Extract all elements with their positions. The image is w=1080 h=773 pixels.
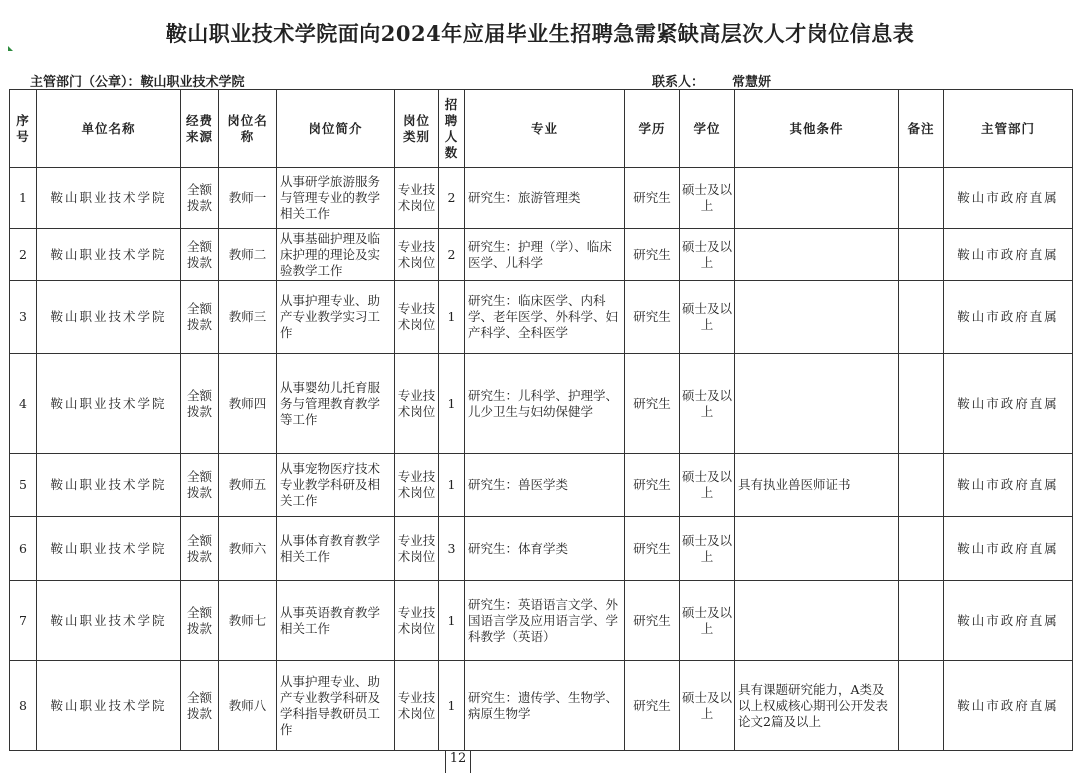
cell-degree: 硕士及以上 bbox=[680, 454, 735, 517]
header-education: 学历 bbox=[625, 90, 680, 168]
cell-type: 专业技术岗位 bbox=[395, 229, 439, 281]
contact-label: 联系人： bbox=[652, 75, 705, 90]
cell-type: 专业技术岗位 bbox=[395, 281, 439, 354]
cell-fund: 全额拨款 bbox=[181, 581, 219, 661]
cell-fund: 全额拨款 bbox=[181, 517, 219, 581]
contact-info bbox=[652, 71, 771, 90]
cell-desc: 从事体育教育教学相关工作 bbox=[277, 517, 395, 581]
cell-dept: 鞍山市政府直属 bbox=[944, 454, 1073, 517]
cell-other bbox=[735, 517, 899, 581]
cell-unit: 鞍山职业技术学院 bbox=[37, 354, 181, 454]
cell-fund: 全额拨款 bbox=[181, 229, 219, 281]
cell-degree: 硕士及以上 bbox=[680, 281, 735, 354]
cell-count: 1 bbox=[439, 454, 465, 517]
header-index: 序号 bbox=[10, 90, 37, 168]
cell-count: 1 bbox=[439, 581, 465, 661]
cell-major: 研究生：英语语言文学、外国语言学及应用语言学、学科教学（英语） bbox=[465, 581, 625, 661]
header-major: 专业 bbox=[465, 90, 625, 168]
cell-dept: 鞍山市政府直属 bbox=[944, 581, 1073, 661]
cell-degree: 硕士及以上 bbox=[680, 229, 735, 281]
cell-major: 研究生：临床医学、内科学、老年医学、外科学、妇产科学、全科医学 bbox=[465, 281, 625, 354]
cell-count: 2 bbox=[439, 229, 465, 281]
header-post: 岗位名称 bbox=[219, 90, 277, 168]
cell-post: 教师二 bbox=[219, 229, 277, 281]
cell-education: 研究生 bbox=[625, 661, 680, 751]
cell-degree: 硕士及以上 bbox=[680, 581, 735, 661]
cell-dept: 鞍山市政府直属 bbox=[944, 661, 1073, 751]
cell-unit: 鞍山职业技术学院 bbox=[37, 168, 181, 229]
cell-other bbox=[735, 168, 899, 229]
cell-desc: 从事护理专业、助产专业教学实习工作 bbox=[277, 281, 395, 354]
table-row bbox=[10, 229, 1073, 281]
table-row bbox=[10, 354, 1073, 454]
cell-education: 研究生 bbox=[625, 168, 680, 229]
cell-note bbox=[899, 354, 944, 454]
cell-note bbox=[899, 229, 944, 281]
table-row bbox=[10, 454, 1073, 517]
cell-other bbox=[735, 581, 899, 661]
cell-index: 5 bbox=[10, 454, 37, 517]
cell-education: 研究生 bbox=[625, 281, 680, 354]
header-dept: 主管部门 bbox=[944, 90, 1073, 168]
cell-fund: 全额拨款 bbox=[181, 354, 219, 454]
cell-index: 7 bbox=[10, 581, 37, 661]
cell-desc: 从事宠物医疗技术专业教学科研及相关工作 bbox=[277, 454, 395, 517]
cell-unit: 鞍山职业技术学院 bbox=[37, 517, 181, 581]
cell-note bbox=[899, 454, 944, 517]
cell-unit: 鞍山职业技术学院 bbox=[37, 454, 181, 517]
cell-major: 研究生：旅游管理类 bbox=[465, 168, 625, 229]
cell-index: 4 bbox=[10, 354, 37, 454]
table-row bbox=[10, 517, 1073, 581]
cell-major: 研究生：遗传学、生物学、病原生物学 bbox=[465, 661, 625, 751]
cell-dept: 鞍山市政府直属 bbox=[944, 354, 1073, 454]
contact-name: 常慧妍 bbox=[732, 75, 772, 90]
table-header-row bbox=[10, 90, 1073, 168]
table-row bbox=[10, 281, 1073, 354]
cell-note bbox=[899, 168, 944, 229]
cell-type: 专业技术岗位 bbox=[395, 661, 439, 751]
cell-index: 1 bbox=[10, 168, 37, 229]
cell-unit: 鞍山职业技术学院 bbox=[37, 281, 181, 354]
cell-desc: 从事研学旅游服务与管理专业的教学相关工作 bbox=[277, 168, 395, 229]
cell-education: 研究生 bbox=[625, 454, 680, 517]
cell-index: 6 bbox=[10, 517, 37, 581]
page-number: 12 bbox=[445, 750, 471, 773]
cell-desc: 从事英语教育教学相关工作 bbox=[277, 581, 395, 661]
cell-type: 专业技术岗位 bbox=[395, 581, 439, 661]
cell-post: 教师八 bbox=[219, 661, 277, 751]
cell-post: 教师六 bbox=[219, 517, 277, 581]
cell-fund: 全额拨款 bbox=[181, 281, 219, 354]
header-degree: 学位 bbox=[680, 90, 735, 168]
cell-fund: 全额拨款 bbox=[181, 168, 219, 229]
cell-marker-icon bbox=[8, 46, 13, 51]
positions-table bbox=[9, 89, 1073, 751]
cell-type: 专业技术岗位 bbox=[395, 354, 439, 454]
cell-education: 研究生 bbox=[625, 354, 680, 454]
cell-note bbox=[899, 661, 944, 751]
table-row bbox=[10, 661, 1073, 751]
cell-count: 1 bbox=[439, 354, 465, 454]
cell-unit: 鞍山职业技术学院 bbox=[37, 229, 181, 281]
cell-type: 专业技术岗位 bbox=[395, 454, 439, 517]
cell-major: 研究生：兽医学类 bbox=[465, 454, 625, 517]
cell-desc: 从事护理专业、助产专业教学科研及学科指导教研员工作 bbox=[277, 661, 395, 751]
cell-unit: 鞍山职业技术学院 bbox=[37, 661, 181, 751]
cell-education: 研究生 bbox=[625, 229, 680, 281]
department-label: 主管部门（公章）：鞍山职业技术学院 bbox=[30, 75, 245, 90]
header-type: 岗位类别 bbox=[395, 90, 439, 168]
cell-other: 具有执业兽医师证书 bbox=[735, 454, 899, 517]
cell-index: 8 bbox=[10, 661, 37, 751]
cell-education: 研究生 bbox=[625, 581, 680, 661]
cell-degree: 硕士及以上 bbox=[680, 517, 735, 581]
cell-post: 教师五 bbox=[219, 454, 277, 517]
cell-major: 研究生：护理（学）、临床医学、儿科学 bbox=[465, 229, 625, 281]
cell-degree: 硕士及以上 bbox=[680, 354, 735, 454]
cell-index: 2 bbox=[10, 229, 37, 281]
cell-fund: 全额拨款 bbox=[181, 661, 219, 751]
cell-other bbox=[735, 354, 899, 454]
cell-note bbox=[899, 281, 944, 354]
table-row bbox=[10, 581, 1073, 661]
cell-dept: 鞍山市政府直属 bbox=[944, 229, 1073, 281]
header-fund: 经费来源 bbox=[181, 90, 219, 168]
cell-other: 具有课题研究能力，A类及以上权威核心期刊公开发表论文2篇及以上 bbox=[735, 661, 899, 751]
cell-unit: 鞍山职业技术学院 bbox=[37, 581, 181, 661]
page-title: 鞍山职业技术学院面向2024年应届毕业生招聘急需紧缺高层次人才岗位信息表 bbox=[165, 21, 915, 46]
cell-dept: 鞍山市政府直属 bbox=[944, 168, 1073, 229]
cell-note bbox=[899, 517, 944, 581]
cell-desc: 从事婴幼儿托育服务与管理教育教学等工作 bbox=[277, 354, 395, 454]
cell-major: 研究生：体育学类 bbox=[465, 517, 625, 581]
header-count: 招聘人数 bbox=[439, 90, 465, 168]
header-note: 备注 bbox=[899, 90, 944, 168]
header-desc: 岗位简介 bbox=[277, 90, 395, 168]
cell-index: 3 bbox=[10, 281, 37, 354]
cell-desc: 从事基础护理及临床护理的理论及实验教学工作 bbox=[277, 229, 395, 281]
cell-count: 3 bbox=[439, 517, 465, 581]
header-unit: 单位名称 bbox=[37, 90, 181, 168]
table-row bbox=[10, 168, 1073, 229]
cell-other bbox=[735, 281, 899, 354]
cell-other bbox=[735, 229, 899, 281]
cell-count: 2 bbox=[439, 168, 465, 229]
cell-type: 专业技术岗位 bbox=[395, 168, 439, 229]
cell-post: 教师三 bbox=[219, 281, 277, 354]
cell-fund: 全额拨款 bbox=[181, 454, 219, 517]
cell-major: 研究生：儿科学、护理学、儿少卫生与妇幼保健学 bbox=[465, 354, 625, 454]
cell-post: 教师一 bbox=[219, 168, 277, 229]
cell-dept: 鞍山市政府直属 bbox=[944, 281, 1073, 354]
cell-education: 研究生 bbox=[625, 517, 680, 581]
cell-post: 教师四 bbox=[219, 354, 277, 454]
cell-post: 教师七 bbox=[219, 581, 277, 661]
cell-degree: 硕士及以上 bbox=[680, 661, 735, 751]
cell-degree: 硕士及以上 bbox=[680, 168, 735, 229]
header-other: 其他条件 bbox=[735, 90, 899, 168]
cell-count: 1 bbox=[439, 661, 465, 751]
cell-note bbox=[899, 581, 944, 661]
cell-count: 1 bbox=[439, 281, 465, 354]
cell-dept: 鞍山市政府直属 bbox=[944, 517, 1073, 581]
cell-type: 专业技术岗位 bbox=[395, 517, 439, 581]
